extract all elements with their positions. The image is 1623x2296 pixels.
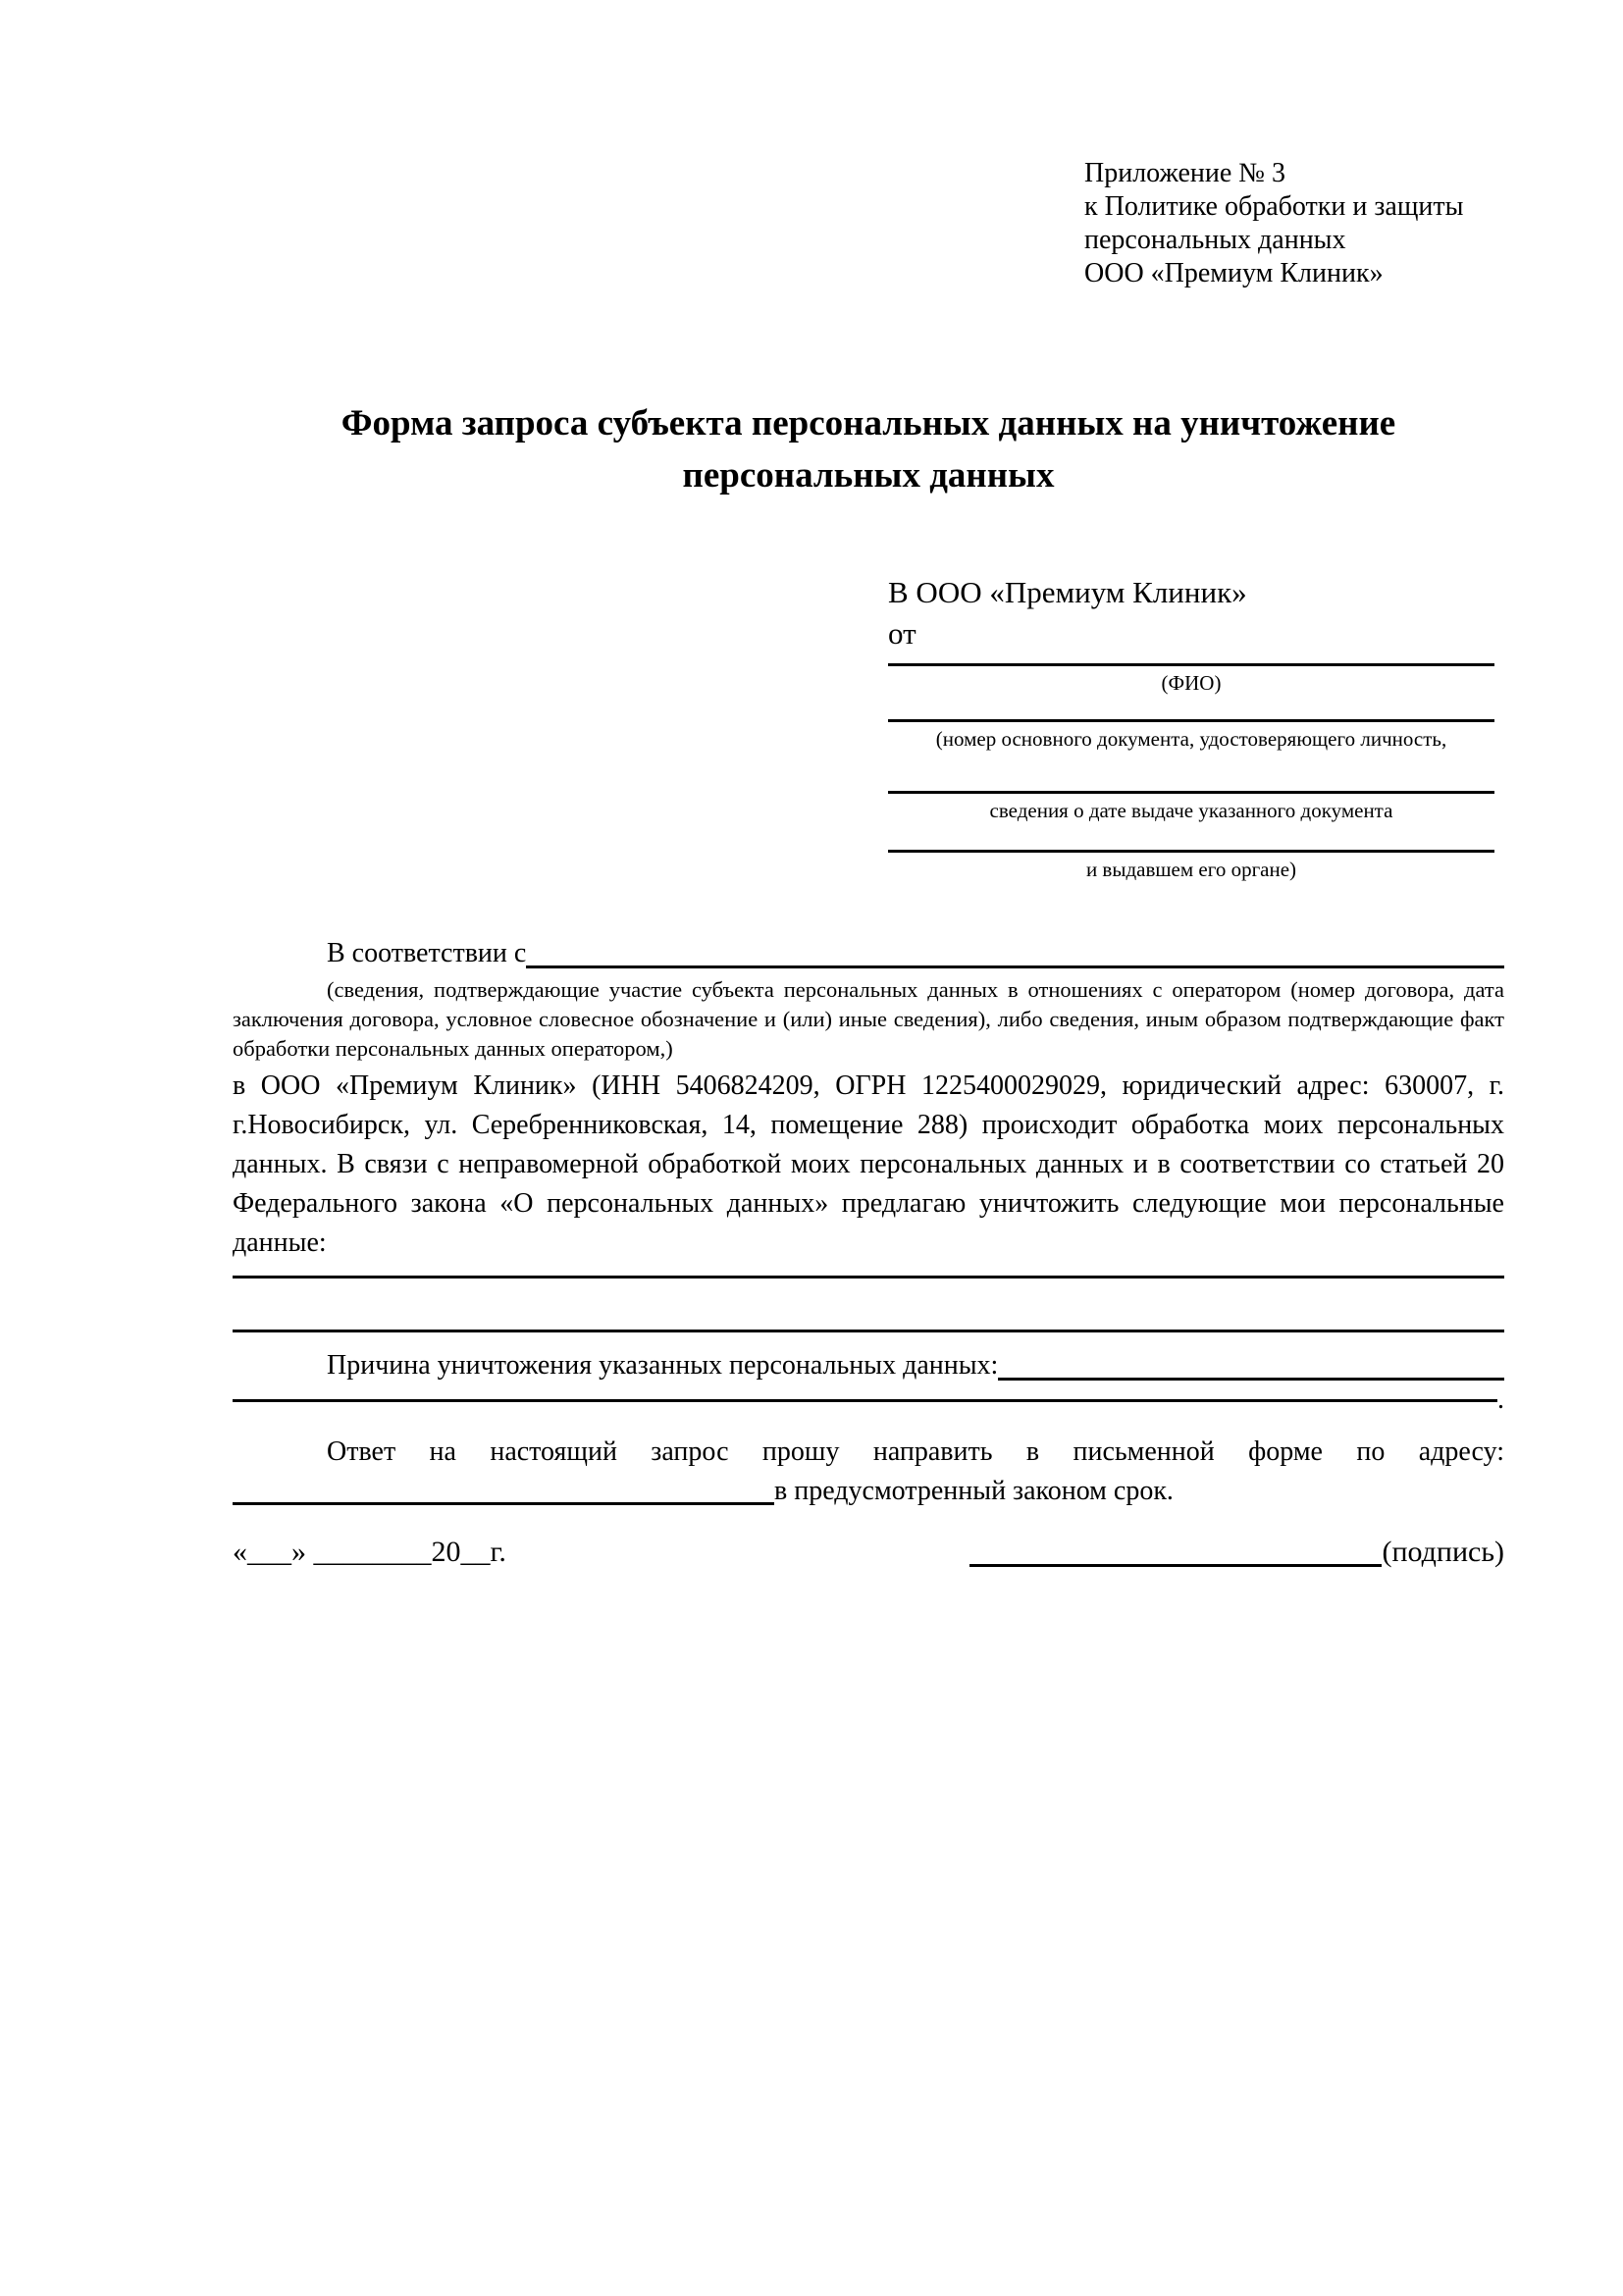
letterhead-line: ООО «Премиум Клиник» [1084, 258, 1384, 288]
spacer [1174, 1472, 1504, 1511]
doc-number-caption: (номер основного документа, удостоверяющего личность, [935, 727, 1447, 751]
footer-row [233, 1531, 1504, 1574]
address-write-in-line [233, 1472, 774, 1505]
reason-label: Причина уничтожения указанных персональных данных: [327, 1350, 999, 1381]
letterhead-line: персональных данных [1084, 225, 1346, 255]
personal-data-write-in-line-1 [233, 1263, 1504, 1278]
main-paragraph: в ООО «Премиум Клиник» (ИНН 5406824209, ОГРН 1225400029029, юридический адрес: 630007, г. г.Новосибирск, ул. Серебренниковская, 14, помещение 288) происходит обработка моих персональных данных. В связи с неправомерной обработкой моих персональных данных и в соответствии со статьей 20 Федерального закона «О персональных данных» предлагаю уничтожить следующие мои персональные данные: [233, 1070, 1504, 1258]
issuing-authority-caption: и выдавшем его органе) [1085, 858, 1297, 881]
reason-row [233, 1346, 1504, 1385]
response-address-row [233, 1472, 1504, 1511]
fio-write-in-line [888, 654, 1494, 666]
accordance-label: В соответствии с [327, 938, 527, 968]
reason-continuation-row [233, 1384, 1504, 1415]
accordance-write-in-line [526, 934, 1504, 968]
fio-caption: (ФИО) [1161, 671, 1222, 695]
date-blank: «___» ________20__г. [233, 1536, 506, 1568]
signature-group [969, 1531, 1504, 1574]
personal-data-write-in-line-2 [233, 1278, 1504, 1332]
signature-write-in-line [969, 1564, 1382, 1567]
letterhead-block [1084, 157, 1516, 290]
issue-date-caption: сведения о дате выдаче указанного документа [989, 799, 1393, 822]
response-sentence: Ответ на настоящий запрос прошу направить в письменной форме по адресу: [327, 1436, 1504, 1467]
from-label: от [888, 616, 916, 651]
response-tail: в предусмотренный законом срок. [774, 1476, 1174, 1506]
document-title-line-1: Форма запроса субъекта персональных данных на уничтожение [340, 403, 1396, 444]
letterhead-line: Приложение № 3 [1084, 158, 1285, 188]
issue-date-write-in-line [888, 752, 1494, 794]
sentence-terminator: . [1497, 1384, 1504, 1415]
document-title [233, 397, 1504, 501]
document-title-line-2: персональных данных [682, 455, 1055, 496]
addressee-block [888, 572, 1494, 882]
recipient-line: В ООО «Премиум Клиник» [888, 575, 1247, 609]
reason-write-in-line [998, 1346, 1504, 1381]
accordance-row [233, 934, 1504, 973]
letterhead-line: к Политике обработки и защиты [1084, 191, 1464, 222]
issuing-authority-write-in-line [888, 823, 1494, 853]
signature-caption: (подпись) [1382, 1536, 1504, 1568]
accordance-note: (сведения, подтверждающие участие субъекта персональных данных в отношениях с оператором (номер договора, дата заключения договора, условное словесное обозначение и (или) иные сведения), либо сведения, иным образом подтверждающие факт обработки персональных данных оператором,) [233, 977, 1504, 1061]
doc-number-write-in-line [888, 696, 1494, 722]
body-block [233, 934, 1504, 1511]
reason-write-in-line-2 [233, 1399, 1497, 1402]
